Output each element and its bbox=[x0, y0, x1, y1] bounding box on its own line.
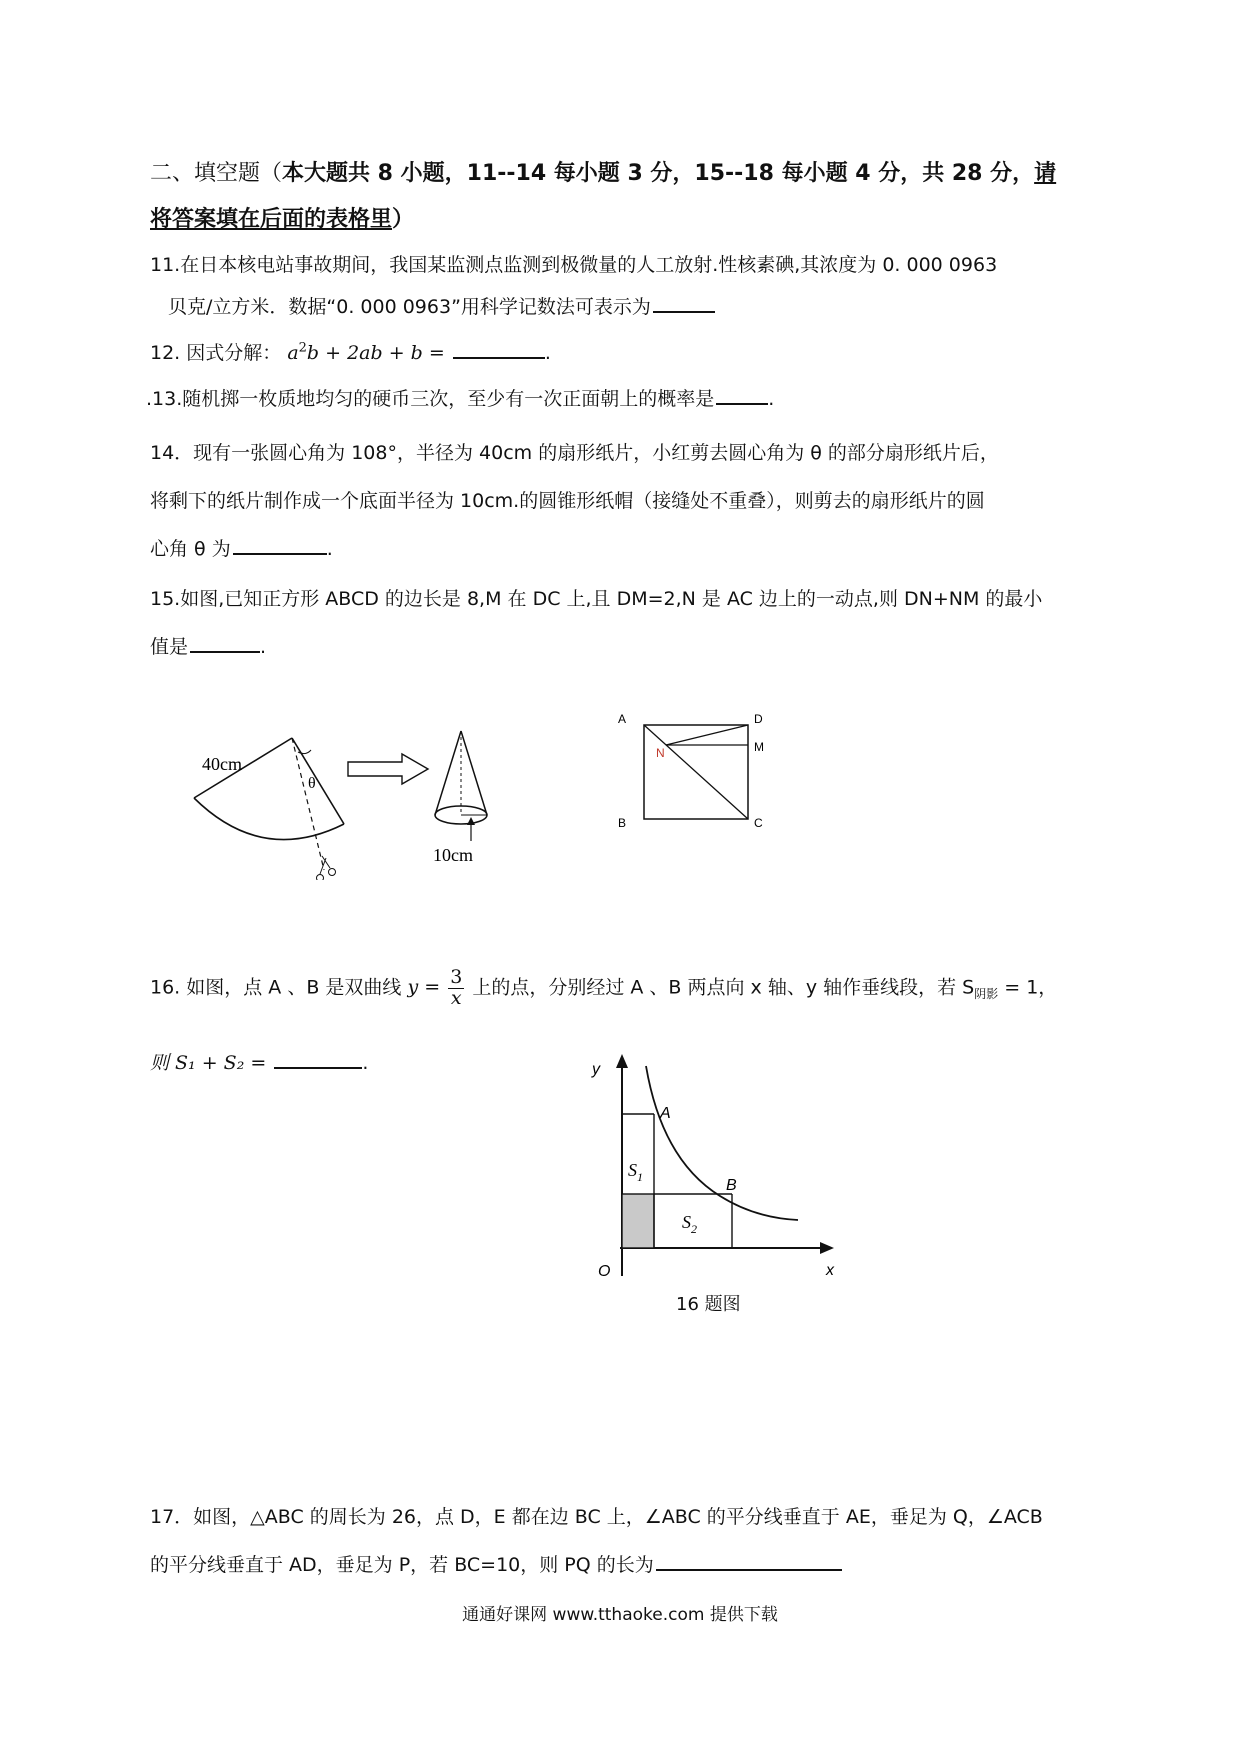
q12-text: 12. 因式分解： bbox=[150, 342, 282, 364]
hyperbola-equation: y = $\frac{3}{x}$ bbox=[407, 966, 463, 1009]
q16-answer-blank[interactable] bbox=[274, 1066, 362, 1069]
q14-line1: 14．现有一张圆心角为 108°，半径为 40cm 的扇形纸片，小红剪去圆心角为 θ 的部分扇形纸片后， bbox=[150, 442, 999, 464]
label-n: N bbox=[656, 746, 665, 760]
scissors-icon bbox=[317, 856, 336, 880]
q11-line2 bbox=[168, 292, 715, 319]
heading-underlined-start: 请 bbox=[1034, 161, 1057, 186]
q14-line3 bbox=[150, 534, 333, 561]
q15-line2 bbox=[150, 632, 266, 659]
q16-line1 bbox=[150, 968, 1057, 1009]
heading-underlined: 将答案填在后面的表格里 bbox=[150, 207, 393, 232]
cone-figure bbox=[425, 725, 505, 875]
origin-label: O bbox=[598, 1263, 611, 1280]
q15-text: 值是 bbox=[150, 636, 189, 658]
q11-text: 贝克/立方米．数据“0. 000 0963”用科学记数法可表示为 bbox=[168, 296, 651, 318]
q14-suffix: . bbox=[326, 538, 333, 560]
square-figure bbox=[608, 705, 788, 835]
page-footer: 通通好课网 www.tthaoke.com 提供下载 bbox=[462, 1605, 778, 1625]
radius-label: 40cm bbox=[202, 754, 242, 774]
s1-label: $S_1$ bbox=[628, 1160, 643, 1184]
q17-line2 bbox=[150, 1550, 842, 1577]
label-b: B bbox=[618, 816, 627, 830]
s2-label: $S_2$ bbox=[682, 1212, 697, 1236]
q12-expression: $a^2b + 2ab + b$ = bbox=[287, 340, 445, 364]
point-a-label: A bbox=[660, 1105, 671, 1122]
q16-text: 16. 如图，点 A 、B 是双曲线 bbox=[150, 976, 402, 999]
label-c: C bbox=[754, 816, 763, 830]
q16-suffix: . bbox=[362, 1052, 369, 1074]
transform-arrow-icon bbox=[348, 754, 428, 784]
sector-cone-figure bbox=[190, 720, 450, 880]
hyperbola-figure bbox=[570, 1040, 850, 1280]
shadow-subscript: 阴影 bbox=[974, 987, 999, 1002]
q17-text: 的平分线垂直于 AD，垂足为 P，若 BC=10，则 PQ 的长为 bbox=[150, 1554, 654, 1576]
q13-text: .13.随机掷一枚质地均匀的硬币三次，至少有一次正面朝上的概率是 bbox=[146, 388, 715, 410]
figure-16-caption: 16 题图 bbox=[676, 1294, 741, 1315]
q15-answer-blank[interactable] bbox=[190, 650, 260, 653]
q15-line1: 15.如图,已知正方形 ABCD 的边长是 8,M 在 DC 上,且 DM=2,N 是 AC 边上的一动点,则 DN+NM 的最小 bbox=[150, 588, 1043, 610]
q17-line1: 17．如图，△ABC 的周长为 26，点 D，E 都在边 BC 上，∠ABC 的平分线垂直于 AE，垂足为 Q，∠ACB bbox=[150, 1506, 1043, 1528]
heading-prefix: 二、填空题（ bbox=[150, 161, 283, 186]
q16-expression: 则 S₁ + S₂ = bbox=[150, 1052, 267, 1074]
q14-text: 心角 θ 为 bbox=[150, 538, 231, 560]
label-m: M bbox=[754, 740, 764, 754]
q16-eq: = 1， bbox=[998, 976, 1058, 999]
q11-line1: 11.在日本核电站事故期间，我国某监测点监测到极微量的人工放射.性核素碘,其浓度为 0. 000 0963 bbox=[150, 254, 998, 276]
q16-text-mid: 上的点，分别经过 A 、B 两点向 x 轴、y 轴作垂线段，若 S bbox=[472, 976, 975, 999]
section-heading bbox=[150, 156, 1056, 187]
q17-answer-blank[interactable] bbox=[656, 1568, 842, 1571]
q14-answer-blank[interactable] bbox=[233, 552, 327, 555]
q12-answer-blank[interactable] bbox=[453, 356, 545, 359]
q12 bbox=[150, 338, 551, 365]
q16-line2 bbox=[150, 1048, 368, 1075]
q12-suffix: . bbox=[544, 342, 551, 364]
q13 bbox=[146, 384, 774, 411]
label-d: D bbox=[754, 712, 763, 726]
x-axis-label: x bbox=[826, 1262, 834, 1279]
heading-tail: ） bbox=[392, 207, 415, 232]
label-a: A bbox=[618, 712, 627, 726]
q13-suffix: . bbox=[768, 388, 775, 410]
point-b-label: B bbox=[726, 1177, 737, 1194]
heading-bold: 本大题共 8 小题，11--14 每小题 3 分，15--18 每小题 4 分，共 28 分， bbox=[282, 161, 1035, 186]
q13-answer-blank[interactable] bbox=[716, 402, 768, 405]
y-axis-label: y bbox=[592, 1061, 600, 1078]
section-heading-line2 bbox=[150, 202, 414, 233]
q11-answer-blank[interactable] bbox=[653, 310, 715, 313]
q15-suffix: . bbox=[260, 636, 267, 658]
base-radius-label: 10cm bbox=[433, 845, 473, 865]
angle-label: θ bbox=[308, 775, 316, 792]
q14-line2: 将剩下的纸片制作成一个底面半径为 10cm.的圆锥形纸帽（接缝处不重叠），则剪去的扇形纸片的圆 bbox=[150, 490, 985, 512]
